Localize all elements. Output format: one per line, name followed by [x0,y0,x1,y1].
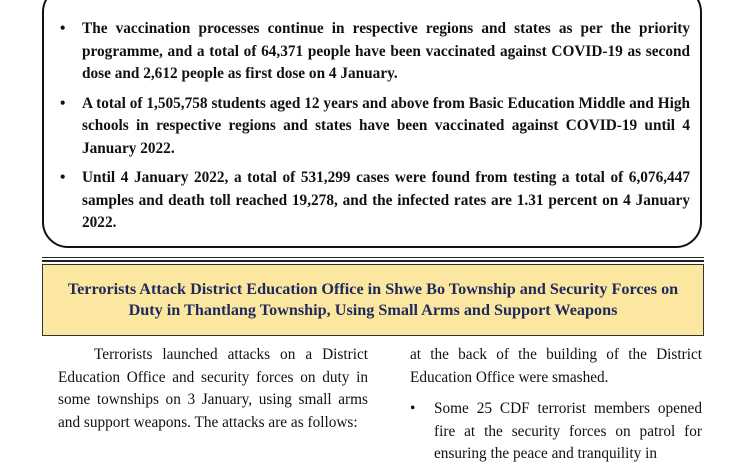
summary-bullet-text: Until 4 January 2022, a total of 531,299 cases were found from testing a total of 6,076,447 samples and death toll reached 19,278, and the infected rates are 1.31 percent on 4 January 2022. [82,169,690,231]
article-headline: Terrorists Attack District Education Office in Shwe Bo Township and Security Forces on Duty in Thantlang Township, Using Small Arms and Support Weapons [67,280,679,319]
summary-bullet-vaccination [58,18,690,86]
bullet-marker: • [60,20,66,37]
covid-summary-list [58,18,690,242]
summary-bullet-text: A total of 1,505,758 students aged 12 years and above from Basic Education Middle and High schools in respective regions and states have been vaccinated against COVID-19 until 4 January 2022. [82,94,690,157]
article-intro-paragraph: Terrorists launched attacks on a District Education Office and security forces on duty in some townships on 3 January, using small arms and support weapons. The attacks are as follows: [58,346,368,431]
summary-bullet-students [58,93,690,161]
bullet-marker: • [60,169,66,186]
article-attack-item [410,398,702,466]
article-continuation-paragraph: at the back of the building of the District Education Office were smashed. [410,346,702,386]
summary-bullet-cases [58,167,690,235]
section-divider-thin [42,257,704,258]
bullet-marker: • [410,400,416,418]
article-right-column [410,344,702,466]
article-attack-list [410,398,702,466]
section-divider-thick [42,260,704,262]
article-headline-banner [42,264,704,336]
summary-bullet-text: The vaccination processes continue in respective regions and states as per the priority programme, and a total of 64,371 people have been vaccinated against COVID-19 as second dose and 2,612 people as first dose on 4 January. [82,20,690,82]
article-attack-text: Some 25 CDF terrorist members opened fire at the security forces on patrol for ensuring the peace and tranquility in [434,400,702,463]
bullet-marker: • [60,94,66,112]
article-left-column [58,344,368,434]
